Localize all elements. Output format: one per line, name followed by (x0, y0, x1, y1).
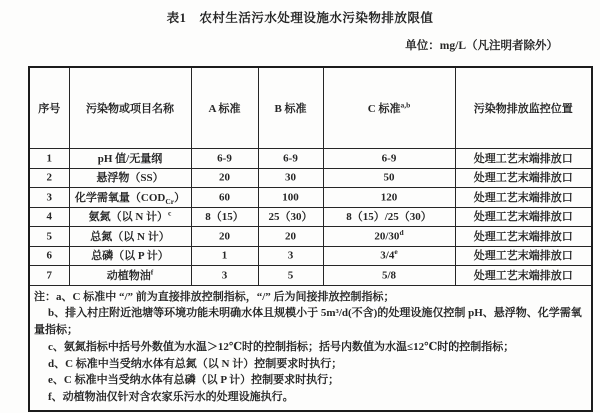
cell-standard-b: 100 (258, 188, 323, 208)
note-line: 注：a、C 标准中 “/” 前为直接排放控制指标，“/” 后为间接排放控制指标； (34, 290, 395, 303)
table-row (29, 168, 592, 188)
col-header-standard-a: A 标准 (191, 67, 258, 149)
cell-standard-c: 50 (323, 168, 455, 188)
note-line: c、氨氮指标中括号外数值为水温＞12℃时的控制指标；括号内数值为水温≤12℃时的控制指标； (48, 340, 515, 353)
cell-standard-c: 5/8 (323, 266, 455, 286)
cell-standard-b: 5 (258, 266, 323, 286)
cell-monitor-location: 处理工艺末端排放口 (455, 266, 592, 286)
table-row (29, 227, 592, 247)
cell-index: 6 (29, 246, 69, 266)
cell-standard-a: 60 (191, 188, 258, 208)
table-row (29, 188, 592, 208)
cell-standard-a: 20 (191, 227, 258, 247)
cell-standard-c: 8（15）/25（30） (323, 207, 455, 227)
cell-index: 1 (29, 149, 69, 169)
cell-monitor-location: 处理工艺末端排放口 (455, 149, 592, 169)
notes-row (29, 285, 592, 411)
cell-monitor-location: 处理工艺末端排放口 (455, 188, 592, 208)
table-row (29, 246, 592, 266)
limits-table (28, 66, 593, 412)
cell-standard-c: 3/4e (323, 246, 455, 266)
cell-monitor-location: 处理工艺末端排放口 (455, 168, 592, 188)
cell-standard-a: 3 (191, 266, 258, 286)
cell-index: 2 (29, 168, 69, 188)
cell-standard-c: 20/30$^d$ (323, 227, 455, 247)
cell-standard-b: 20 (258, 227, 323, 247)
cell-standard-c: 6-9 (323, 149, 455, 169)
note-line: f、动植物油仅针对含农家乐污水的处理设施执行。 (48, 391, 294, 404)
note-line: b、排入村庄附近池塘等环境功能未明确水体且规模小于 5m³/d(不含)的处理设施仅控制 pH、悬浮物、化学需氧量指标； (34, 307, 582, 337)
cell-index: 4 (29, 207, 69, 227)
cell-pollutant-name: 化学需氧量$(COD_{Cr})$ (69, 188, 191, 208)
cell-index: 5 (29, 227, 69, 247)
cell-pollutant-name: 悬浮物（SS） (69, 168, 191, 188)
note-line: e、C 标准中当受纳水体有总磷（以 P 计）控制要求时执行； (48, 374, 340, 387)
col-header-standard-b: B 标准 (258, 67, 323, 149)
cell-monitor-location: 处理工艺末端排放口 (455, 246, 592, 266)
cell-pollutant-name: 总氮（以 N 计） (69, 227, 191, 247)
col-header-standard-c: C 标准$^{a,b}$ (323, 67, 455, 149)
table-notes (29, 285, 592, 411)
table-row (29, 207, 592, 227)
cell-monitor-location: 处理工艺末端排放口 (455, 207, 592, 227)
col-header-monitor-location: 污染物排放监控位置 (455, 67, 592, 149)
limits-table-wrap (28, 66, 591, 412)
unit-label: 单位：mg/L（凡注明者除外） (405, 40, 558, 52)
cell-standard-a: 20 (191, 168, 258, 188)
header-row (29, 67, 592, 149)
cell-pollutant-name: pH 值/无量纲 (69, 149, 191, 169)
cell-standard-b: 25（30） (258, 207, 323, 227)
cell-pollutant-name: 氨氮（以 N 计）$^c$ (69, 207, 191, 227)
cell-standard-c: 120 (323, 188, 455, 208)
note-line: d、C 标准中当受纳水体有总氮（以 N 计）控制要求时执行； (48, 357, 343, 370)
col-header-pollutant-name: 污染物或项目名称 (69, 67, 191, 149)
cell-standard-b: 6-9 (258, 149, 323, 169)
cell-standard-b: 30 (258, 168, 323, 188)
table-row (29, 266, 592, 286)
cell-index: 7 (29, 266, 69, 286)
cell-monitor-location: 处理工艺末端排放口 (455, 227, 592, 247)
col-header-index: 序号 (29, 67, 69, 149)
cell-standard-a: 8（15） (191, 207, 258, 227)
cell-pollutant-name: 总磷（以 P 计） (69, 246, 191, 266)
cell-standard-a: 6-9 (191, 149, 258, 169)
cell-pollutant-name: 动植物油$^f$ (69, 266, 191, 286)
table-row (29, 149, 592, 169)
cell-index: 3 (29, 188, 69, 208)
cell-standard-b: 3 (258, 246, 323, 266)
table-title: 表1 农村生活污水处理设施水污染物排放限值 (166, 11, 434, 25)
cell-standard-a: 1 (191, 246, 258, 266)
